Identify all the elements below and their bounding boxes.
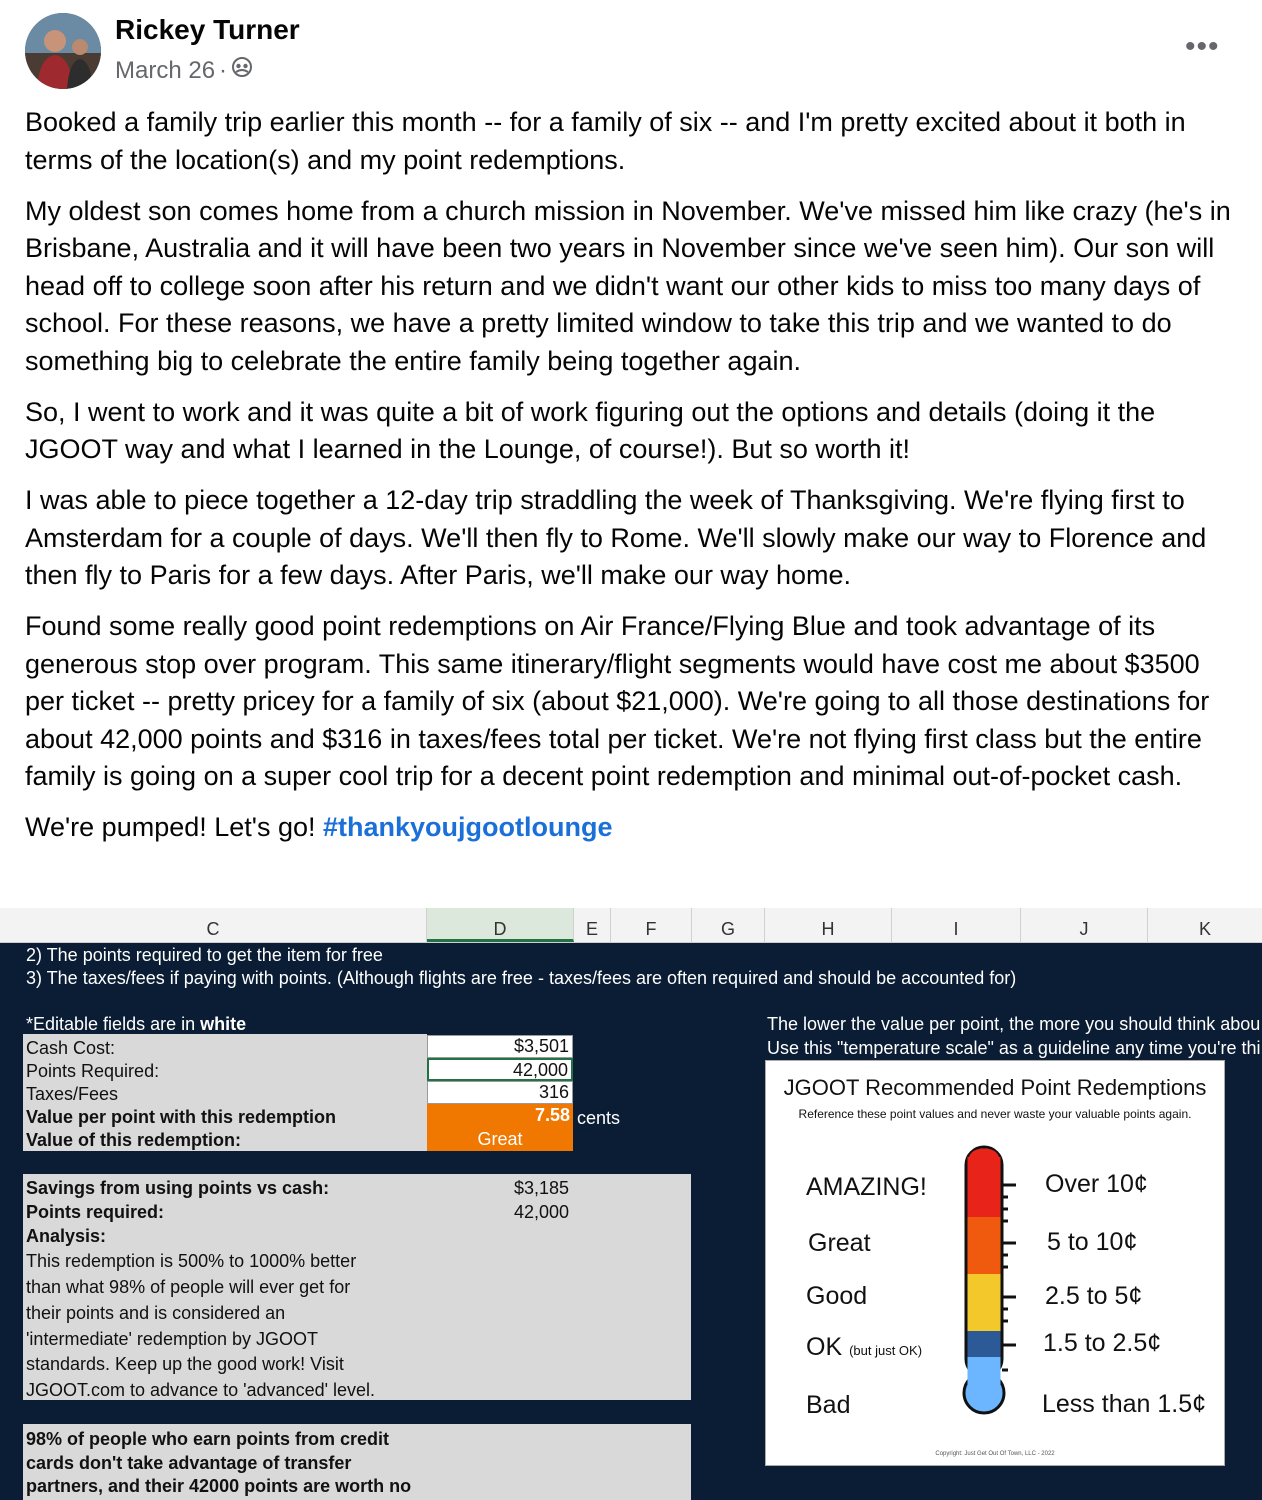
taxes-fees-label: Taxes/Fees — [26, 1084, 119, 1104]
analysis-label: Analysis: — [26, 1226, 107, 1246]
tier-range-amazing: Over 10¢ — [1045, 1170, 1148, 1198]
value-per-point-label: Value per point with this redemption — [26, 1107, 337, 1127]
taxes-fees-input[interactable]: 316 — [427, 1081, 573, 1104]
post-paragraph: My oldest son comes home from a church mission in November. We've missed him like crazy (he's in Brisbane, Australia and it will have been two years in November since we've seen him). Our son will head off to college soon after his return and we didn't want our other kids to miss too many days of school. For these reasons, we have a pretty limited window to take this trip and we wanted to do something big to celebrate the entire family being together again. — [25, 195, 1231, 376]
analysis-line: 'intermediate' redemption by JGOOT — [26, 1329, 318, 1349]
meta-separator: · — [219, 56, 228, 84]
points-label: Points required: — [26, 1202, 165, 1222]
hashtag-link[interactable]: #thankyoujgootlounge — [322, 812, 613, 842]
thermometer-copyright: Copyright: Just Get Out Of Town, LLC - 2022 — [935, 1451, 1055, 1457]
post-body — [25, 104, 1240, 860]
footer-line: cards don't take advantage of transfer — [26, 1453, 352, 1473]
points-required-label: Points Required: — [26, 1061, 160, 1081]
editable-note-white: white — [200, 1014, 247, 1034]
tier-label-bad: Bad — [806, 1391, 851, 1419]
post-meta — [115, 56, 253, 85]
column-header-k: K — [1198, 919, 1211, 939]
column-header-e: E — [574, 908, 611, 942]
column-header-j: J — [1021, 908, 1148, 942]
tier-label-amazing: AMAZING! — [806, 1173, 927, 1201]
tier-label-ok-text: OK — [806, 1333, 843, 1361]
post-paragraph: Found some really good point redemptions on Air France/Flying Blue and took advantage of its generous stop over program. This same itinerary/flight segments would have cost me about $3500 per ticket -- pretty pricey for a family of six (about $21,000). We're going to all those destinations for about 42,000 points and $316 in taxes/fees total per ticket. We're not flying first class but the entire family is going on a super cool trip for a decent point redemption and minimal out-of-pocket cash. — [25, 611, 1210, 791]
points-required-input[interactable]: 42,000 — [427, 1058, 573, 1081]
analysis-line: their points and is considered an — [26, 1303, 286, 1323]
column-header-row — [0, 908, 1262, 943]
thermometer-title: JGOOT Recommended Point Redemptions — [783, 1075, 1207, 1100]
analysis-line: standards. Keep up the good work! Visit — [26, 1354, 344, 1374]
analysis-line: JGOOT.com to advance to 'advanced' level. — [26, 1380, 376, 1400]
editable-note-text: *Editable fields are in — [26, 1014, 201, 1034]
right-note-1: The lower the value per point, the more you should think abou — [767, 1014, 1261, 1034]
tier-label-ok-note: (but just OK) — [849, 1343, 923, 1358]
tier-label-good: Good — [806, 1282, 868, 1310]
column-header-d: D — [427, 908, 574, 942]
note-points-required: 2) The points required to get the item for free — [26, 945, 383, 965]
footer-line: 98% of people who earn points from credit — [26, 1429, 390, 1449]
column-header-h: H — [765, 908, 892, 942]
post-date[interactable]: March 26 — [115, 56, 216, 84]
redemption-rating: Great — [427, 1127, 573, 1151]
spreadsheet-image[interactable] — [0, 908, 1262, 1500]
thermometer-card — [765, 1060, 1225, 1466]
column-header-g: G — [692, 908, 765, 942]
post-header — [0, 0, 1262, 100]
cash-cost-input[interactable]: $3,501 — [427, 1035, 573, 1058]
note-taxes-fees: 3) The taxes/fees if paying with points. (Although flights are free - taxes/fees are often required and should be accounted for) — [26, 968, 1017, 988]
cash-cost-label: Cash Cost: — [26, 1038, 116, 1058]
post-paragraph: Booked a family trip earlier this month -- for a family of six -- and I'm pretty excited about it both in terms of the location(s) and my point redemptions. — [25, 107, 1186, 175]
column-header-i: I — [892, 908, 1021, 942]
tier-range-great: 5 to 10¢ — [1047, 1228, 1138, 1256]
value-of-redemption-label: Value of this redemption: — [26, 1130, 242, 1150]
column-header-c: C — [0, 908, 427, 942]
value-per-point-unit: cents — [577, 1108, 621, 1128]
tier-label-ok — [806, 1333, 922, 1362]
post-paragraph-last — [25, 809, 1240, 847]
points-value: 42,000 — [514, 1202, 570, 1222]
column-header-f: F — [611, 908, 692, 942]
value-per-point-value: 7.58 — [427, 1104, 573, 1127]
post-paragraph: So, I went to work and it was quite a bit of work figuring out the options and details (doing it the JGOOT way and what I learned in the Lounge, of course!). But so worth it! — [25, 396, 1156, 464]
author-name[interactable]: Rickey Turner — [115, 14, 300, 45]
right-note-2: Use this "temperature scale" as a guideline any time you're thi — [767, 1038, 1261, 1058]
thermometer-graphic — [946, 1145, 1026, 1415]
post-paragraph: I was able to piece together a 12-day trip straddling the week of Thanksgiving. We're flying first to Amsterdam for a couple of days. We'll then fly to Rome. We'll slowly make our way to Florence and then fly to Paris for a few days. After Paris, we'll make our way home. — [25, 485, 1207, 590]
more-options-icon[interactable]: ••• — [1185, 30, 1220, 63]
footer-line: partners, and their 42000 points are worth no — [26, 1476, 412, 1496]
savings-value: $3,185 — [514, 1178, 570, 1198]
tier-range-good: 2.5 to 5¢ — [1045, 1282, 1143, 1310]
thermometer-subtitle: Reference these point values and never waste your valuable points again. — [798, 1107, 1192, 1121]
analysis-line: This redemption is 500% to 1000% better — [26, 1251, 357, 1271]
tier-range-ok: 1.5 to 2.5¢ — [1043, 1329, 1162, 1357]
tier-label-great: Great — [808, 1229, 871, 1257]
post-last-text: We're pumped! Let's go! — [25, 812, 323, 842]
analysis-line: than what 98% of people will ever get for — [26, 1277, 351, 1297]
privacy-group-icon — [231, 56, 253, 85]
tier-range-bad: Less than 1.5¢ — [1042, 1390, 1207, 1418]
avatar[interactable] — [25, 13, 101, 89]
savings-label: Savings from using points vs cash: — [26, 1178, 330, 1198]
editable-note — [26, 1014, 246, 1035]
